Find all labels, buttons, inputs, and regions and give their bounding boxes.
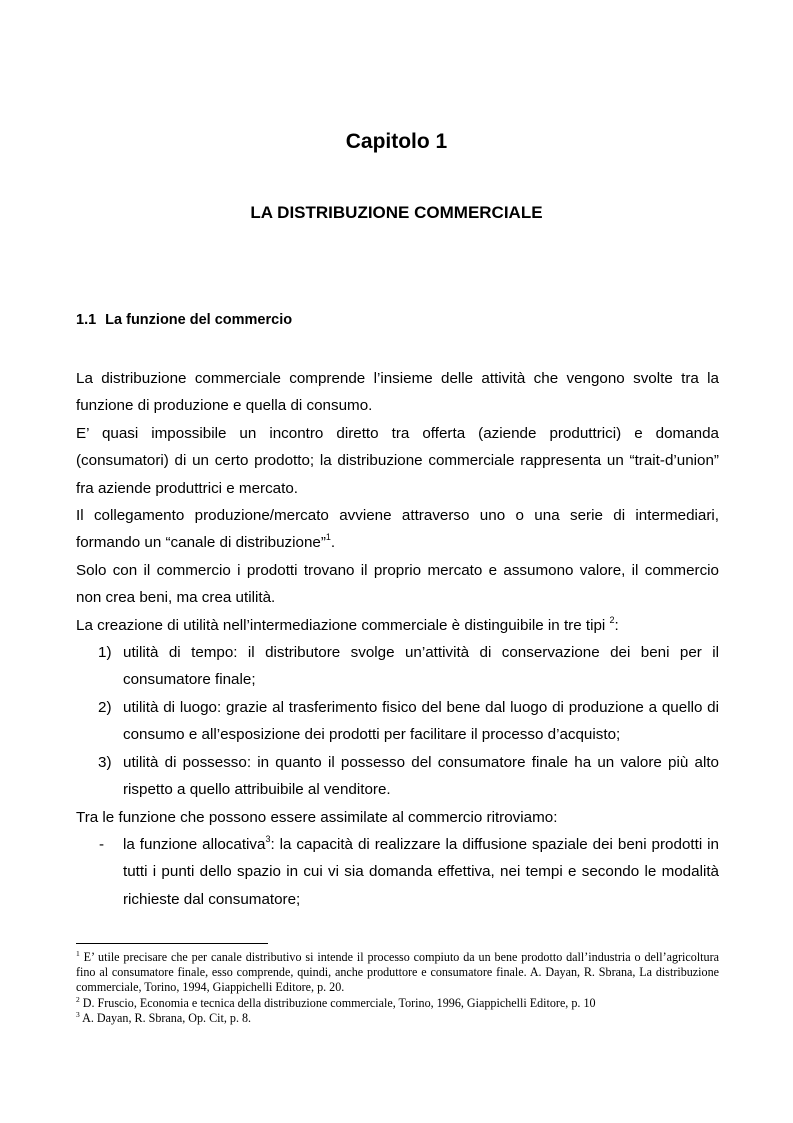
footnote-ref: 1 — [325, 532, 331, 543]
paragraph-text: Il collegamento produzione/mercato avviene attraverso uno o una serie di intermediari, formando un “canale di distribuzione” — [76, 507, 719, 552]
list-marker: 2) — [98, 698, 112, 716]
footnote-number: 2 — [76, 994, 80, 1004]
footnote — [76, 950, 719, 996]
footnote-number: 3 — [76, 1009, 80, 1019]
list-marker: 1) — [98, 644, 112, 662]
paragraph: E’ quasi impossibile un incontro diretto tra offerta (aziende produttrici) e domanda (consumatori) di un certo prodotto; la distribuzione commerciale rappresenta un “trait-d’union” fra aziende produttrici e mercato. — [76, 424, 719, 497]
paragraph: La distribuzione commerciale comprende l’insieme delle attività che vengono svolte tra la funzione di produzione e quella di consumo. — [76, 370, 719, 415]
list-item — [76, 749, 719, 804]
footnote-number: 1 — [76, 948, 80, 958]
chapter-heading: Capitolo 1 — [345, 130, 448, 153]
paragraph: Solo con il commercio i prodotti trovano il proprio mercato e assumono valore, il commercio non crea beni, ma crea utilità. — [76, 561, 719, 607]
footnote-ref: 2 — [609, 614, 615, 625]
list-marker: - — [99, 835, 105, 853]
section-title: La funzione del commercio — [105, 312, 293, 328]
paragraph-text-end: . — [330, 534, 336, 552]
footnote-ref: 3 — [265, 833, 271, 844]
paragraph — [76, 612, 719, 639]
paragraph: Tra le funzione che possono essere assimilate al commercio ritroviamo: — [76, 808, 558, 826]
chapter-title: LA DISTRIBUZIONE COMMERCIALE — [250, 203, 543, 222]
list-marker: 3) — [98, 753, 112, 771]
footnote-text: E’ utile precisare che per canale distributivo si intende il processo compiuto da un bene prodotto dall’industria o dell’agricoltura fino al consumatore finale, esso comprende, quindi, anche produttore e consumatore finale. A. Dayan, R. Sbrana, La distribuzione commerciale, Torino, 1994, Giappichelli Editore, p. 20. — [76, 950, 719, 995]
footnote-text: D. Fruscio, Economia e tecnica della distribuzione commerciale, Torino, 1996, Giappichelli Editore, p. 10 — [79, 995, 596, 1010]
footnote — [76, 1011, 719, 1026]
utility-list — [76, 639, 719, 803]
footnote-divider — [76, 943, 268, 944]
function-list — [76, 831, 719, 913]
list-item — [76, 639, 719, 694]
footnote-text: A. Dayan, R. Sbrana, Op. Cit, p. 8. — [79, 1010, 252, 1025]
list-item-text: la funzione allocativa — [123, 835, 266, 853]
footnotes — [76, 950, 719, 1026]
list-item — [76, 831, 719, 913]
paragraph-text: La creazione di utilità nell’intermediazione commerciale è distinguibile in tre tipi — [76, 616, 610, 634]
footnote — [76, 996, 719, 1011]
list-item — [76, 694, 719, 749]
list-item-text: utilità di tempo: il distributore svolge un’attività di conservazione dei beni per il consumatore finale; — [123, 644, 719, 689]
list-item-text-cont: : la capacità di realizzare la diffusione spaziale dei beni prodotti in tutti i punti dello spazio in cui vi sia domanda effettiva, nei tempi e secondo le modalità richieste dal consumatore; — [123, 835, 719, 908]
section-number: 1.1 — [76, 312, 97, 328]
list-item-text: utilità di luogo: grazie al trasferimento fisico del bene dal luogo di produzione a quello di consumo e all’esposizione dei prodotti per facilitare il processo d’acquisto; — [123, 698, 719, 744]
paragraph — [76, 502, 719, 557]
paragraph-text-end: : — [614, 616, 619, 634]
body-text — [76, 365, 719, 913]
list-item-text: utilità di possesso: in quanto il possesso del consumatore finale ha un valore più alto rispetto a quello attribuibile al venditore. — [123, 753, 719, 799]
section-heading — [76, 312, 292, 328]
